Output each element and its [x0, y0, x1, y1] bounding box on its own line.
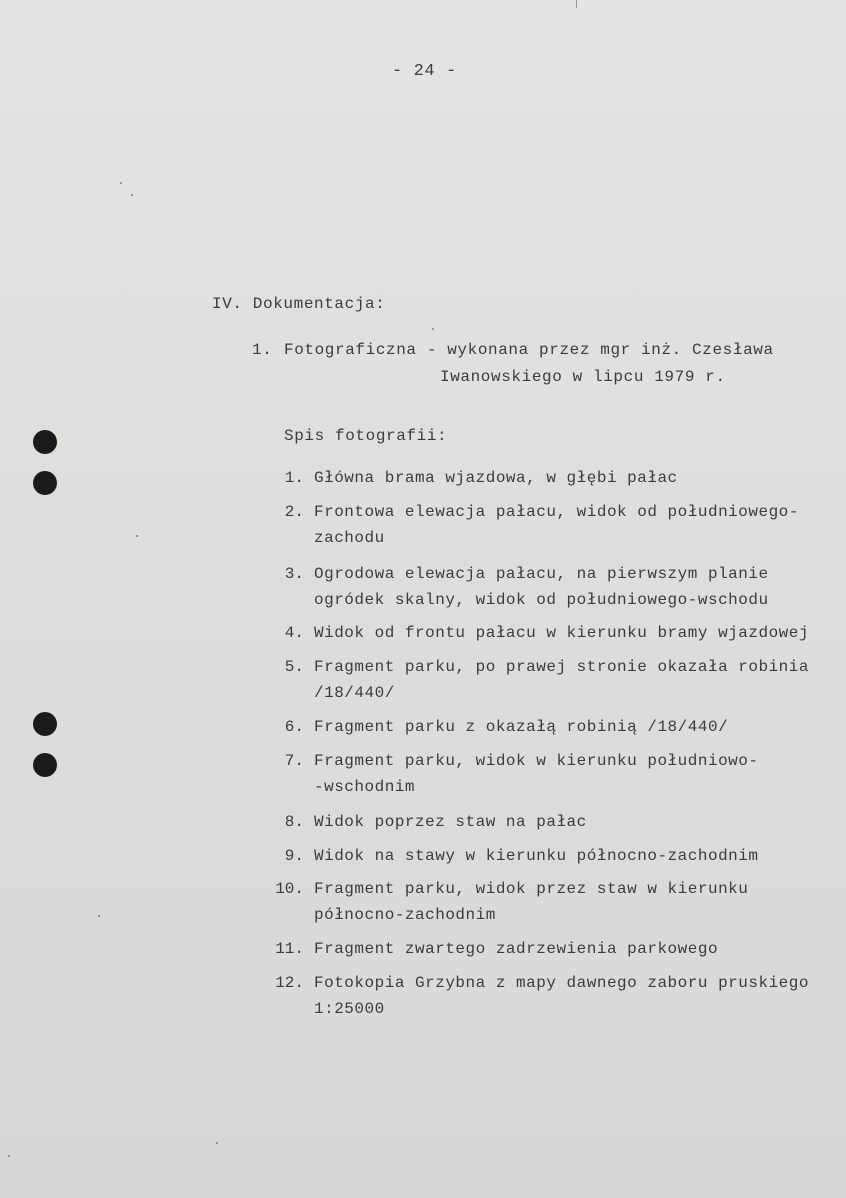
- list-item: Ogrodowa elewacja pałacu, na pierwszym planie ogródek skalny, widok od południowego-wschodu: [314, 565, 769, 609]
- doc-item-text: Fotograficzna - wykonana przez mgr inż. Czesława: [284, 341, 774, 359]
- list-item: Widok od frontu pałacu w kierunku bramy wjazdowej: [314, 624, 809, 642]
- list-item-number: 4.: [284, 624, 304, 642]
- list-item: Fragment parku, po prawej stronie okazała robinia /18/440/: [314, 658, 809, 702]
- list-item-number: 7.: [284, 752, 304, 770]
- punch-hole: [33, 712, 57, 736]
- list-item-number: 10.: [275, 880, 304, 898]
- list-item-number: 9.: [284, 847, 304, 865]
- paper-speck: [120, 182, 122, 184]
- list-item-number: 1.: [284, 469, 304, 487]
- list-item-number: 5.: [284, 658, 304, 676]
- list-item: Frontowa elewacja pałacu, widok od południowego- zachodu: [314, 503, 799, 547]
- paper-speck: [432, 328, 434, 330]
- punch-hole: [33, 753, 57, 777]
- photo-list-title: Spis fotografii:: [284, 427, 448, 445]
- list-item-number: 2.: [284, 503, 304, 521]
- list-item-number: 8.: [284, 813, 304, 831]
- list-item-number: 6.: [284, 718, 304, 736]
- staple-mark: [576, 0, 577, 8]
- paper-speck: [216, 1142, 218, 1144]
- punch-hole: [33, 430, 57, 454]
- list-item: Fotokopia Grzybna z mapy dawnego zaboru pruskiego 1:25000: [314, 974, 809, 1018]
- punch-hole: [33, 471, 57, 495]
- doc-item-text-continued: Iwanowskiego w lipcu 1979 r.: [440, 368, 726, 386]
- list-item-number: 12.: [275, 974, 304, 992]
- list-item: Fragment parku, widok w kierunku południowo- -wschodnim: [314, 752, 759, 796]
- list-item-number: 3.: [284, 565, 304, 583]
- list-item: Widok na stawy w kierunku północno-zachodnim: [314, 847, 759, 865]
- paper-speck: [8, 1155, 10, 1157]
- list-item: Fragment parku, widok przez staw w kierunku północno-zachodnim: [314, 880, 749, 924]
- section-heading: IV. Dokumentacja:: [212, 295, 386, 313]
- list-item-number: 11.: [275, 940, 304, 958]
- list-item: Fragment zwartego zadrzewienia parkowego: [314, 940, 719, 958]
- paper-speck: [136, 535, 138, 537]
- list-item: Widok poprzez staw na pałac: [314, 813, 587, 831]
- doc-item-number: 1.: [252, 341, 273, 359]
- list-item: Fragment parku z okazałą robinią /18/440/: [314, 718, 729, 736]
- paper-speck: [131, 194, 133, 196]
- page-number: - 24 -: [392, 62, 457, 81]
- paper-speck: [98, 915, 100, 917]
- list-item: Główna brama wjazdowa, w głębi pałac: [314, 469, 678, 487]
